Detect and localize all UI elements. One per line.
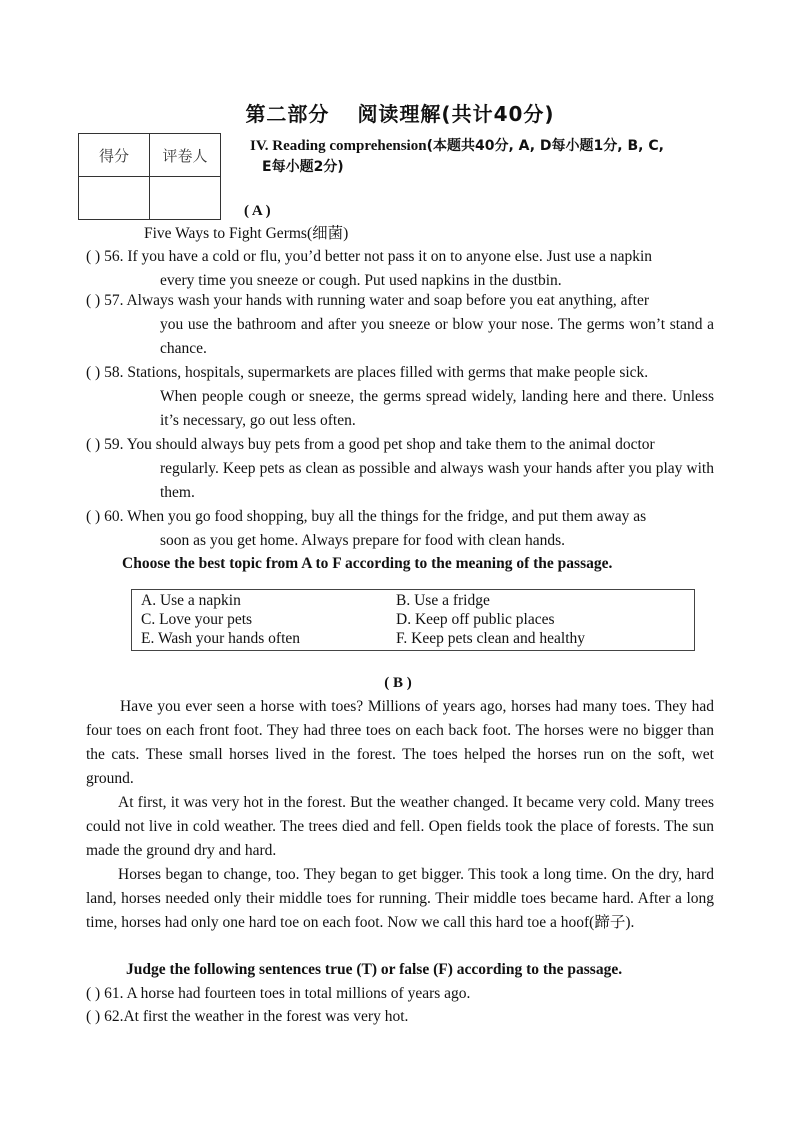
score-cell[interactable] (79, 177, 150, 220)
question-num: ( ) 58. (86, 364, 124, 381)
question-num: ( ) 59. (86, 436, 124, 453)
passage-b-paragraph-1: Have you ever seen a horse with toes? Millions of years ago, horses had many toes. They had four toes on each front foot. They had three toes on each back foot. The horses were no bigger than the cats. These small horses lived in the forest. The toes helped the horses run on the soft, wet ground. (86, 698, 714, 787)
question-56 (86, 245, 714, 293)
question-text: Always wash your hands with running water and soap before you eat anything, after (126, 292, 650, 309)
passage-b-instruction: Judge the following sentences true (T) or false (F) according to the passage. (126, 961, 623, 978)
part-title-left: 第二部分 (245, 102, 330, 126)
grader-label: 评卷人 (150, 134, 221, 177)
passage-a-label: ( A ) (244, 203, 271, 219)
question-text-cont: regularly. Keep pets as clean as possible and always wash your hands after you play with them. (160, 460, 714, 501)
question-text: You should always buy pets from a good pet shop and take them to the animal doctor (126, 436, 655, 453)
option-a: A. Use a napkin (141, 592, 241, 609)
question-num: ( ) 60. (86, 508, 124, 525)
passage-b-paragraph-2: At first, it was very hot in the forest. But the weather changed. It became very cold. Many trees could not live in cold weather. The trees died and fell. Open fields took the place of forests. The sun made the ground dry and hard. (86, 794, 714, 859)
passage-b-label: ( B ) (384, 675, 412, 691)
score-label: 得分 (79, 134, 150, 177)
section-heading-cn-2: E每小题2分) (262, 159, 344, 175)
question-58 (86, 361, 714, 433)
option-b: B. Use a fridge (396, 592, 490, 609)
question-text-cont: you use the bathroom and after you sneeze or blow your nose. The germs won’t stand a chance. (160, 316, 714, 357)
passage-a-instruction: Choose the best topic from A to F according to the meaning of the passage. (122, 555, 613, 572)
question-text-cont: When people cough or sneeze, the germs spread widely, landing here and there. Unless it’s necessary, go out less often. (160, 388, 714, 429)
section-heading-en: IV. Reading comprehension (250, 138, 427, 154)
section-heading (250, 136, 730, 178)
part-title-right: 阅读理解(共计40分) (357, 102, 555, 126)
passage-b-paragraph-3: Horses began to change, too. They began to get bigger. This took a long time. On the dry, hard land, horses needed only their middle toes for running. Their middle toes became hard. After a long time, horses had only one hard toe on each foot. Now we call this hard toe a hoof(蹄子). (86, 866, 714, 931)
score-table (78, 133, 221, 220)
question-text: When you go food shopping, buy all the things for the fridge, and put them away as (127, 508, 647, 525)
passage-a-title: Five Ways to Fight Germs(细菌) (144, 225, 349, 242)
question-60 (86, 505, 714, 553)
section-heading-cn-1: (本题共40分, A, D每小题1分, B, C, (426, 138, 664, 154)
question-57 (86, 289, 714, 361)
question-62: ( ) 62.At first the weather in the forest was very hot. (86, 1008, 409, 1025)
option-e: E. Wash your hands often (141, 630, 301, 647)
option-d: D. Keep off public places (396, 611, 555, 628)
question-59 (86, 433, 714, 505)
option-c: C. Love your pets (141, 611, 253, 628)
question-num: ( ) 57. (86, 292, 124, 309)
option-f: F. Keep pets clean and healthy (396, 630, 585, 647)
question-text-cont: every time you sneeze or cough. Put used napkins in the dustbin. (160, 272, 562, 289)
question-num: ( ) 56. (86, 248, 124, 265)
question-text: Stations, hospitals, supermarkets are places filled with germs that make people sick. (127, 364, 649, 381)
options-box (131, 589, 695, 651)
question-61: ( ) 61. A horse had fourteen toes in total millions of years ago. (86, 985, 471, 1002)
question-text-cont: soon as you get home. Always prepare for food with clean hands. (160, 532, 566, 549)
grader-cell[interactable] (150, 177, 221, 220)
question-text: If you have a cold or flu, you’d better not pass it on to anyone else. Just use a napkin (127, 248, 653, 265)
part-title (0, 98, 800, 127)
